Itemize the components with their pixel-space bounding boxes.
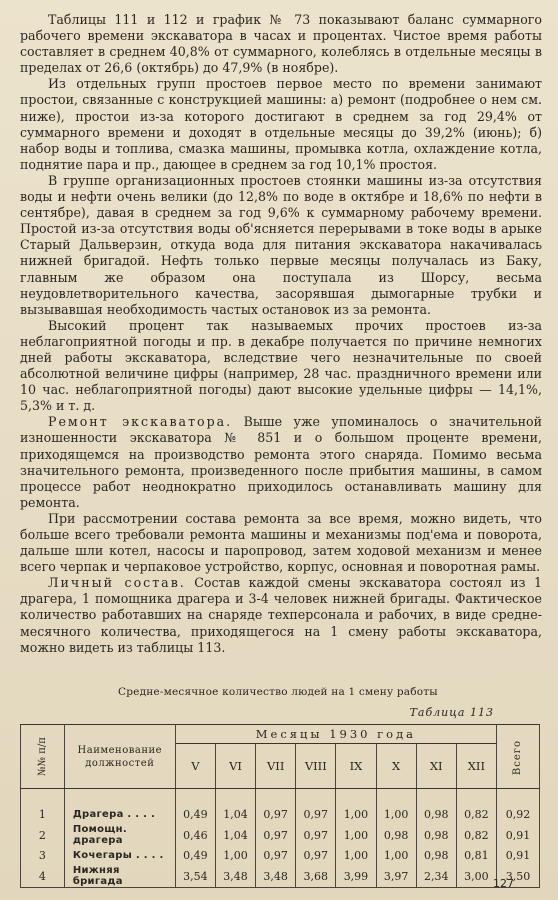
paragraph-5 (20, 414, 542, 511)
row-number: 2 (21, 824, 65, 846)
row-total: 3,50 (497, 865, 540, 888)
paragraph-text: Состав каждой смены экскаватора состоял из 1 драгера, 1 помощника драгера и 3-4 человек нижней бригады. Фактическое количество работавших на снаряде техперсонала и рабочих, в виде средне-месячного количества, приходящегося на 1 смену работы экскаватора, можно видеть из таблицы 113. (20, 575, 542, 655)
table-number: Таблица 113 (409, 706, 494, 719)
cell-value: 0,97 (256, 846, 296, 865)
cell-value: 3,54 (175, 865, 215, 888)
cell-value: 3,97 (376, 865, 416, 888)
name-header: Наименование должностей (64, 725, 175, 789)
cell-value: 3,00 (456, 865, 496, 888)
cell-value: 3,48 (215, 865, 255, 888)
paragraph-3 (20, 173, 542, 318)
num-header (21, 725, 65, 789)
cell-value: 0,97 (256, 824, 296, 846)
paragraph-4 (20, 318, 542, 415)
position-name: Кочегары . . . . (64, 846, 175, 865)
cell-value: 0,98 (416, 824, 456, 846)
cell-value: 0,98 (416, 789, 456, 825)
paragraph-text: Выше уже упоминалось о значительной изношенности экскаватора № 851 и о большом проценте времени, приходящемся на производство ремонта этого снаряда. Помимо весьма значительного ремонта, произведенного после прибытия машины, в самом процессе работ неоднократно приходилось останавливать машину для ремонта. (20, 414, 543, 510)
cell-value: 0,98 (416, 846, 456, 865)
total-header (497, 725, 540, 789)
position-name: Помощн. драгера (64, 824, 175, 846)
cell-value: 1,00 (376, 789, 416, 825)
cell-value: 1,04 (215, 789, 255, 825)
num-header-text: №№ п/п (36, 737, 48, 776)
paragraph-text: При рассмотрении состава ремонта за все время, можно видеть, что больше всего требовали ремонта машины и механизмы под'ема и поворота, дальше шли котел, насосы и паропровод, затем ходовой механизм и менее всего черпак и черпаковое устройство, корпус, основная и поворотная рамы. (20, 510, 542, 575)
page-number: 127 (493, 877, 514, 890)
cell-value: 3,48 (256, 865, 296, 888)
month-header: X (376, 744, 416, 789)
section-heading: Личный состав. (48, 575, 186, 591)
cell-value: 0,81 (456, 846, 496, 865)
cell-value: 0,98 (376, 824, 416, 846)
cell-value: 0,97 (256, 789, 296, 825)
row-number: 4 (21, 865, 65, 888)
table-row (21, 824, 540, 846)
cell-value: 0,97 (296, 789, 336, 825)
paragraph-2 (20, 76, 542, 173)
cell-value: 0,97 (296, 824, 336, 846)
table-row (21, 789, 540, 825)
position-name: Нижняя бригада (64, 865, 175, 888)
row-total: 0,91 (497, 846, 540, 865)
cell-value: 1,00 (336, 789, 376, 825)
cell-value: 1,00 (336, 846, 376, 865)
month-header: XII (456, 744, 496, 789)
cell-value: 1,00 (376, 846, 416, 865)
row-total: 0,91 (497, 824, 540, 846)
table-row (21, 846, 540, 865)
month-header: VIII (296, 744, 336, 789)
paragraph-6 (20, 511, 542, 575)
month-header: VII (256, 744, 296, 789)
row-number: 1 (21, 789, 65, 825)
paragraph-1 (20, 12, 542, 76)
cell-value: 0,97 (296, 846, 336, 865)
cell-value: 1,04 (215, 824, 255, 846)
month-header: IX (336, 744, 376, 789)
row-number: 3 (21, 846, 65, 865)
section-heading: Ремонт экскаватора. (48, 414, 233, 430)
cell-value: 2,34 (416, 865, 456, 888)
cell-value: 3,99 (336, 865, 376, 888)
paragraph-text: Высокий процент так называемых прочих простоев из-за неблагоприятной погоды и пр. в декабре получается по причине немногих дней работы экскаватора, вследствие чего незначительные по своей абсолютной величине цифры (например, 28 час. праздничного времени или 10 час. неблагоприятной погоды) дают высокие удельные цифры — 14,1%, 5,3% и т. д. (20, 317, 542, 414)
month-header: VI (215, 744, 255, 789)
paragraph-text: Таблицы 111 и 112 и график № 73 показывают баланс суммарного рабочего времени экскаватора в часах и процентах. Чистое время работы составляет в среднем 40,8% от суммарного, колеблясь в отдельные месяцы в пределах от 26,6 (октябрь) до 47,9% (в ноябре). (20, 12, 542, 76)
paragraph-7 (20, 575, 542, 655)
cell-value: 1,00 (336, 824, 376, 846)
month-header: XI (416, 744, 456, 789)
cell-value: 1,00 (215, 846, 255, 865)
position-name: Драгера . . . . (64, 789, 175, 825)
cell-value: 0,46 (175, 824, 215, 846)
total-header-text: Всего (512, 739, 524, 776)
cell-value: 0,49 (175, 846, 215, 865)
row-total: 0,92 (497, 789, 540, 825)
cell-value: 0,82 (456, 824, 496, 846)
month-header: V (175, 744, 215, 789)
body-text (20, 12, 542, 656)
cell-value: 0,82 (456, 789, 496, 825)
data-table (20, 724, 540, 888)
table-caption: Средне-месячное количество людей на 1 смену работы (118, 686, 438, 698)
paragraph-text: Из отдельных групп простоев первое место по времени занимают простои, связанные с конструкцией машины: а) ремонт (подробнее о нем см. ниже), простои из-за которого достигают в среднем за год 29,4% от суммарного времени и доходят в отдельные месяцы до 39,2% (июнь); б) набор воды и топлива, смазка машины, промывка котла, охлаждение котла, поднятие пара и пр., дающее в среднем за год 10,1% простоя. (20, 76, 542, 172)
cell-value: 0,49 (175, 789, 215, 825)
months-header: Месяцы 1930 года (175, 725, 496, 744)
paragraph-text: В группе организационных простоев стоянки машины из-за отсутствия воды и нефти очень велики (до 12,8% по воде в октябре и 18,6% по нефти в сентябре), давая в среднем за год 9,6% к суммарному рабочему времени. Простой из-за отсутствия воды об'ясняется перерывами в токе воды в арыке Старый Дальверзин, откуда вода для питания экскаватора накачивалась нижней бригадой. Нефть только первые месяцы получалась из Баку, главным же образом она поступала из Шорсу, весьма неудовлетворительного качества, засорявшая дымогарные трубки и вызывавшая необходимость частых остановок из за ремонта. (20, 172, 542, 317)
cell-value: 3,68 (296, 865, 336, 888)
table-row (21, 865, 540, 888)
